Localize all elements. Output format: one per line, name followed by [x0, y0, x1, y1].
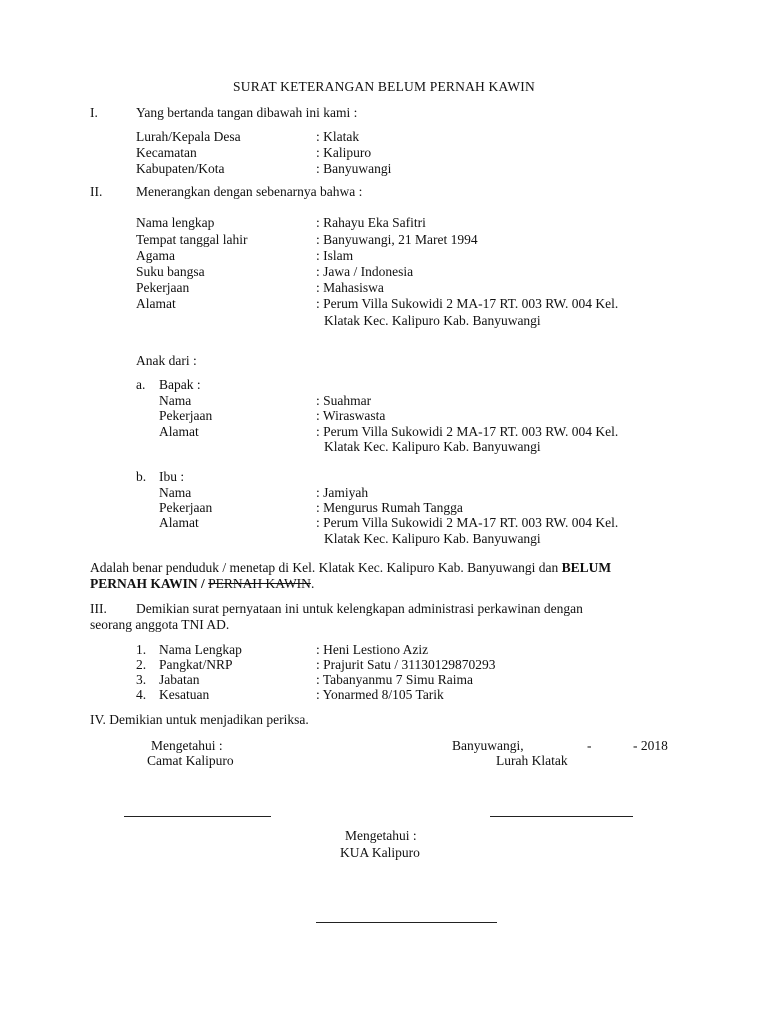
field-value: : Mahasiswa — [316, 280, 384, 295]
date-year: - 2018 — [633, 738, 668, 753]
section3-text: Demikian surat pernyataan ini untuk kelengkapan administrasi perkawinan dengan — [136, 601, 583, 616]
field-value: : Perum Villa Sukowidi 2 MA-17 RT. 003 RW. 004 Kel. — [316, 424, 619, 439]
field-value: : Banyuwangi, 21 Maret 1994 — [316, 232, 478, 247]
field-value: : Suahmar — [316, 393, 372, 408]
list-number: 2. — [136, 657, 147, 672]
field-value: : Kalipuro — [316, 145, 372, 160]
place-date: Banyuwangi, — [452, 738, 524, 753]
field-value: : Prajurit Satu / 31130129870293 — [316, 657, 496, 672]
left-signature-line — [124, 816, 271, 817]
field-label: Pekerjaan — [159, 408, 213, 423]
statement-paragraph — [90, 560, 611, 576]
right-signature-line — [490, 816, 633, 817]
field-value-continued: Klatak Kec. Kalipuro Kab. Banyuwangi — [324, 313, 541, 328]
field-value: : Rahayu Eka Safitri — [316, 215, 426, 230]
right-signer-role: Lurah Klatak — [496, 753, 568, 768]
field-value: : Heni Lestiono Aziz — [316, 642, 429, 657]
section2-intro: Menerangkan dengan sebenarnya bahwa : — [136, 184, 363, 199]
field-value: : Klatak — [316, 129, 360, 144]
field-label: Kecamatan — [136, 145, 197, 160]
field-label: Pangkat/NRP — [159, 657, 233, 672]
mother-letter: b. — [136, 469, 147, 484]
father-letter: a. — [136, 377, 146, 392]
field-label: Nama Lengkap — [159, 642, 242, 657]
field-label: Nama lengkap — [136, 215, 215, 230]
field-value: : Wiraswasta — [316, 408, 386, 423]
left-signer-role: Camat Kalipuro — [147, 753, 234, 768]
bottom-signer-role: KUA Kalipuro — [340, 845, 420, 860]
field-label: Nama — [159, 485, 192, 500]
field-label: Suku bangsa — [136, 264, 205, 279]
field-value: : Yonarmed 8/105 Tarik — [316, 687, 444, 702]
field-value: : Jamiyah — [316, 485, 369, 500]
section1-intro: Yang bertanda tangan dibawah ini kami : — [136, 105, 358, 120]
statement-bold-pernah-kawin: PERNAH KAWIN / — [90, 576, 209, 591]
field-value: : Mengurus Rumah Tangga — [316, 500, 463, 515]
field-label: Pekerjaan — [136, 280, 190, 295]
field-value: : Perum Villa Sukowidi 2 MA-17 RT. 003 RW. 004 Kel. — [316, 296, 619, 311]
statement-paragraph-line2 — [90, 576, 314, 592]
field-label: Alamat — [136, 296, 176, 311]
list-number: 1. — [136, 642, 147, 657]
anak-dari-label: Anak dari : — [136, 353, 197, 368]
field-value: : Tabanyanmu 7 Simu Raima — [316, 672, 474, 687]
date-dash: - — [587, 738, 592, 753]
document-title: SURAT KETERANGAN BELUM PERNAH KAWIN — [233, 79, 535, 94]
field-label: Alamat — [159, 515, 199, 530]
bottom-signature-line — [316, 922, 497, 923]
statement-bold-belum: BELUM — [561, 560, 612, 575]
field-value-continued: Klatak Kec. Kalipuro Kab. Banyuwangi — [324, 531, 541, 546]
field-value-continued: Klatak Kec. Kalipuro Kab. Banyuwangi — [324, 439, 541, 454]
field-value: : Banyuwangi — [316, 161, 392, 176]
field-label: Tempat tanggal lahir — [136, 232, 248, 247]
section3-text-continued: seorang anggota TNI AD. — [90, 617, 230, 632]
statement-end: . — [310, 576, 315, 591]
field-label: Kesatuan — [159, 687, 210, 702]
field-label: Jabatan — [159, 672, 200, 687]
bottom-acknowledged-label: Mengetahui : — [345, 828, 417, 843]
field-label: Agama — [136, 248, 175, 263]
field-value: : Perum Villa Sukowidi 2 MA-17 RT. 003 RW. 004 Kel. — [316, 515, 619, 530]
section2-numeral: II. — [90, 184, 103, 199]
statement-text: Adalah benar penduduk / menetap di Kel. Klatak Kec. Kalipuro Kab. Banyuwangi dan — [90, 560, 562, 575]
list-number: 4. — [136, 687, 147, 702]
field-label: Nama — [159, 393, 192, 408]
section3-numeral: III. — [90, 601, 107, 616]
field-label: Kabupaten/Kota — [136, 161, 225, 176]
list-number: 3. — [136, 672, 147, 687]
left-acknowledged-label: Mengetahui : — [151, 738, 223, 753]
statement-struck-option: PERNAH KAWIN — [208, 576, 311, 591]
field-value: : Islam — [316, 248, 354, 263]
field-label: Pekerjaan — [159, 500, 213, 515]
field-label: Alamat — [159, 424, 199, 439]
field-value: : Jawa / Indonesia — [316, 264, 414, 279]
mother-heading: Ibu : — [159, 469, 185, 484]
section4-text: IV. Demikian untuk menjadikan periksa. — [90, 712, 309, 727]
section1-numeral: I. — [90, 105, 98, 120]
field-label: Lurah/Kepala Desa — [136, 129, 241, 144]
father-heading: Bapak : — [159, 377, 201, 392]
